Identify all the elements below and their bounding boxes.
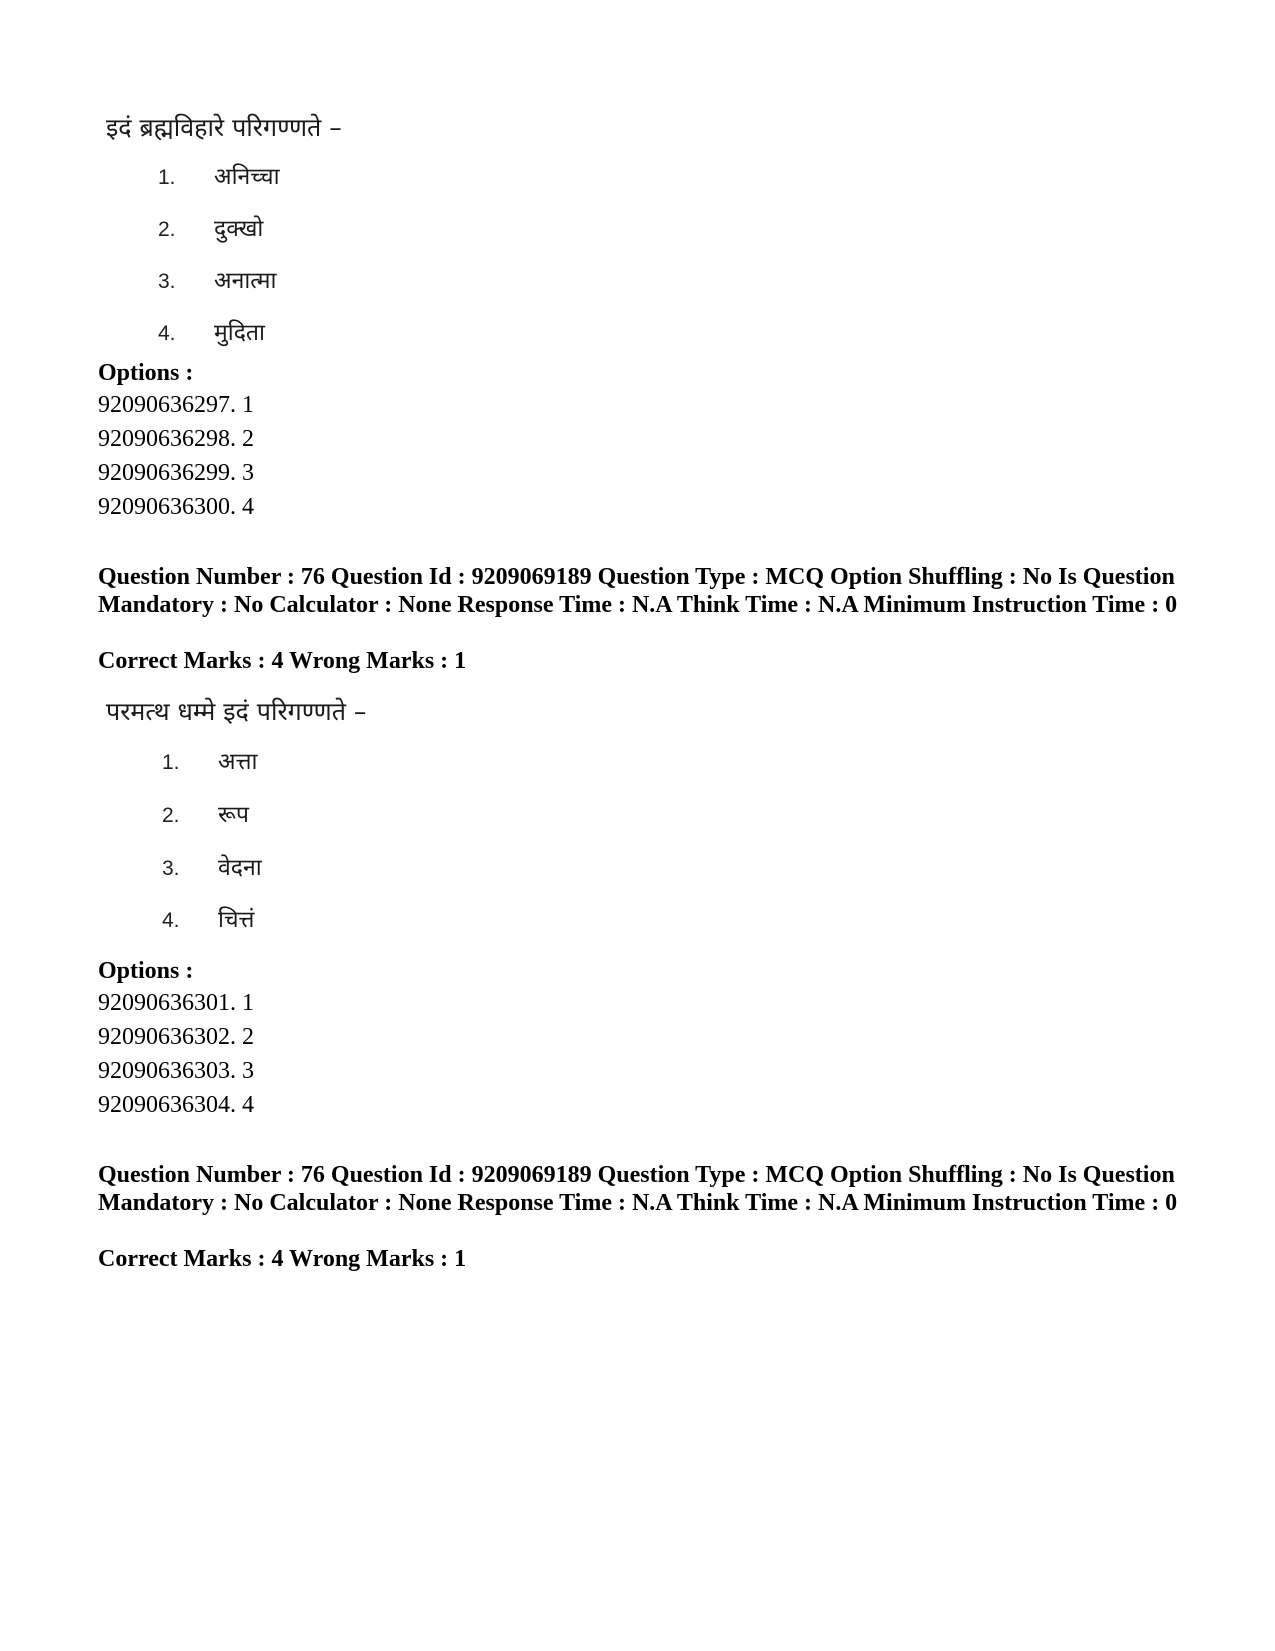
statement-number: 1. (162, 751, 180, 774)
statement-item (162, 798, 249, 832)
option-item: 92090636302. 2 (98, 1024, 254, 1050)
options-list (98, 388, 254, 524)
marks-line: Correct Marks : 4 Wrong Marks : 1 (98, 1246, 467, 1272)
statement-item (162, 851, 262, 885)
statement-text: वेदना (218, 855, 262, 881)
question-header: Question Number : 76 Question Id : 9209069189 Question Type : MCQ Option Shuffling : No Is Question Mandatory : No Calculator : None Response Time : N.A Think Time : N.A Minimum Instruction Time : 0 (98, 1162, 1178, 1216)
statement-number: 3. (162, 857, 180, 880)
statement-item (158, 160, 280, 194)
statement-number: 1. (158, 166, 176, 189)
statement-number: 4. (162, 909, 180, 932)
question-header: Question Number : 76 Question Id : 9209069189 Question Type : MCQ Option Shuffling : No Is Question Mandatory : No Calculator : None Response Time : N.A Think Time : N.A Minimum Instruction Time : 0 (98, 564, 1178, 618)
option-item: 92090636299. 3 (98, 460, 254, 486)
statement-number: 2. (158, 218, 176, 241)
question-stem: इदं ब्रह्मविहारे परिगण्णते – (106, 113, 342, 142)
statement-text: चित्तं (218, 907, 255, 933)
question-stem: परमत्थ धम्मे इदं परिगण्णते – (106, 697, 367, 726)
statement-text: मुदिता (214, 320, 265, 346)
statement-number: 4. (158, 322, 176, 345)
marks-line: Correct Marks : 4 Wrong Marks : 1 (98, 648, 467, 674)
option-item: 92090636297. 1 (98, 392, 254, 418)
statement-text: अत्ता (218, 749, 258, 775)
statement-text: रूप (218, 802, 249, 828)
statement-item (158, 316, 265, 350)
option-item: 92090636303. 3 (98, 1058, 254, 1084)
statement-number: 3. (158, 270, 176, 293)
option-item: 92090636301. 1 (98, 990, 254, 1016)
options-label: Options : (98, 958, 194, 984)
statement-item (158, 212, 263, 246)
options-label: Options : (98, 360, 194, 386)
option-item: 92090636304. 4 (98, 1092, 254, 1118)
statement-item (158, 264, 276, 298)
statement-text: अनात्मा (214, 268, 277, 294)
statement-text: दुक्खो (214, 216, 264, 242)
option-item: 92090636300. 4 (98, 494, 254, 520)
option-item: 92090636298. 2 (98, 426, 254, 452)
statement-text: अनिच्चा (214, 164, 280, 190)
statement-item (162, 745, 257, 779)
statement-item (162, 903, 254, 937)
options-list (98, 986, 254, 1122)
statement-number: 2. (162, 804, 180, 827)
